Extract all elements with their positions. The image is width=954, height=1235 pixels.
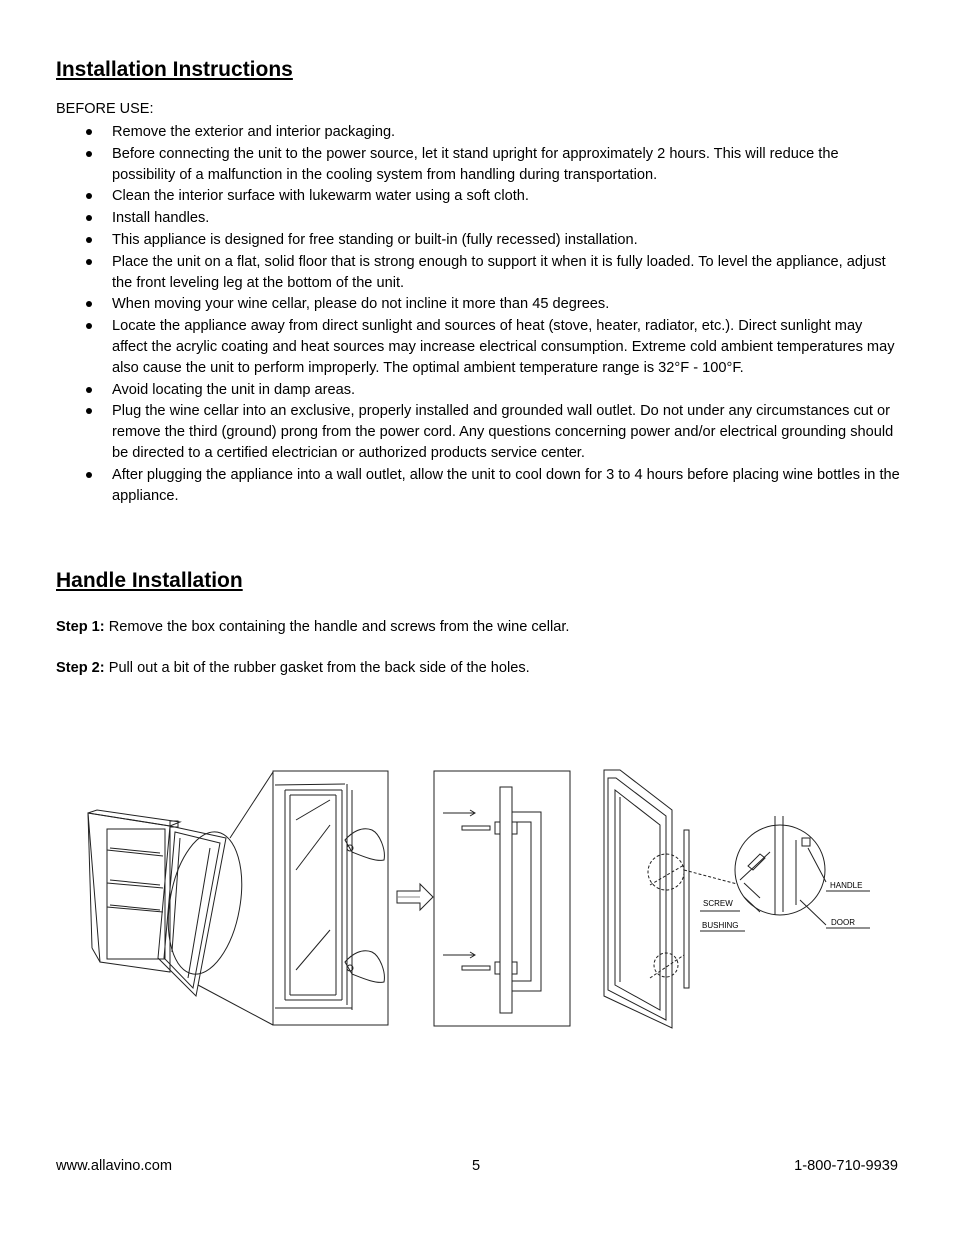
handle-installation-heading: Handle Installation — [56, 569, 243, 592]
list-item: When moving your wine cellar, please do not incline it more than 45 degrees. — [56, 294, 901, 315]
step-2: Step 2: Pull out a bit of the rubber gasket from the back side of the holes. — [56, 660, 530, 676]
list-item: This appliance is designed for free standing or built-in (fully recessed) installation. — [56, 230, 901, 251]
bullet-icon — [86, 408, 92, 414]
list-item: Install handles. — [56, 208, 901, 229]
screw-label: SCREW — [703, 899, 733, 908]
bullet-icon — [86, 472, 92, 478]
bullet-icon — [86, 323, 92, 329]
installation-instructions-heading: Installation Instructions — [56, 58, 293, 81]
footer-phone: 1-800-710-9939 — [794, 1158, 898, 1174]
list-item: Remove the exterior and interior packaging. — [56, 122, 901, 143]
handle-label: HANDLE — [830, 881, 863, 890]
list-item: Clean the interior surface with lukewarm water using a soft cloth. — [56, 186, 901, 207]
list-item: Place the unit on a flat, solid floor that is strong enough to support it when it is fully loaded. To level the appliance, adjust the front leveling leg at the bottom of the unit. — [56, 252, 901, 294]
open-cellar-illustration — [88, 772, 273, 1025]
bullet-icon — [86, 129, 92, 135]
door-label: DOOR — [831, 918, 855, 927]
step-1: Step 1: Remove the box containing the handle and screws from the wine cellar. — [56, 619, 570, 635]
door-handle-assembly-illustration — [604, 770, 870, 1028]
handle-installation-diagram — [80, 765, 880, 1035]
footer-page-number: 5 — [472, 1158, 481, 1174]
bullet-icon — [86, 215, 92, 221]
bullet-icon — [86, 237, 92, 243]
before-use-label: BEFORE USE: — [56, 101, 154, 117]
list-item: Plug the wine cellar into an exclusive, properly installed and grounded wall outlet. Do not under any circumstances cut or remove the third (ground) prong from the power cord. Any questions concerning power and/or electrical grounding should be directed to a certified electrician or authorized products service center. — [56, 401, 901, 463]
installation-bullet-list — [56, 122, 901, 507]
bullet-icon — [86, 151, 92, 157]
zoomed-door-gasket-illustration — [273, 771, 388, 1025]
bullet-icon — [86, 387, 92, 393]
handle-screws-illustration — [434, 771, 570, 1026]
bullet-icon — [86, 259, 92, 265]
list-item: After plugging the appliance into a wall outlet, allow the unit to cool down for 3 to 4 hours before placing wine bottles in the appliance. — [56, 465, 901, 507]
bushing-label: BUSHING — [702, 921, 739, 930]
bullet-icon — [86, 193, 92, 199]
right-arrow-icon — [397, 884, 433, 910]
list-item: Locate the appliance away from direct sunlight and sources of heat (stove, heater, radiator, etc.). Direct sunlight may affect the acrylic coating and heat sources may increase electrical consumption. Extreme cold ambient temperatures may also cause the unit to perform improperly. The optimal ambient temperature range is 32°F - 100°F. — [56, 316, 901, 378]
list-item: Avoid locating the unit in damp areas. — [56, 380, 901, 401]
list-item: Before connecting the unit to the power source, let it stand upright for approximately 2 hours. This will reduce the possibility of a malfunction in the cooling system from handling during transportation. — [56, 144, 901, 186]
bullet-icon — [86, 301, 92, 307]
footer-website: www.allavino.com — [56, 1158, 172, 1174]
